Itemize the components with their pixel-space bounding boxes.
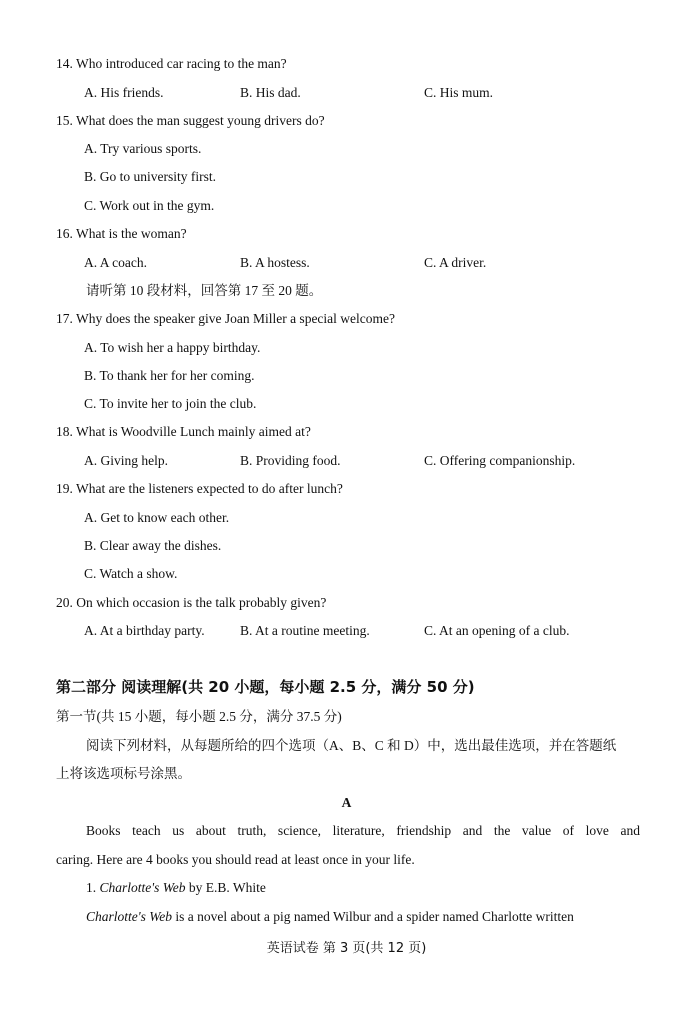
question-18: 18. What is Woodville Lunch mainly aimed at?	[56, 424, 311, 439]
q15-option-b: B. Go to university first.	[84, 169, 216, 184]
book1-author: by E.B. White	[185, 880, 266, 895]
book1-line	[86, 879, 266, 897]
question-15: 15. What does the man suggest young drivers do?	[56, 113, 325, 128]
section1-heading: 第一节(共 15 小题，每小题 2.5 分，满分 37.5 分)	[56, 709, 342, 724]
q18-option-a: A. Giving help.	[84, 453, 168, 468]
q14-option-a: A. His friends.	[84, 85, 164, 100]
q19-option-c: C. Watch a show.	[84, 566, 178, 581]
q20-option-c: C. At an opening of a club.	[424, 623, 570, 638]
passage-para1-line2: caring. Here are 4 books you should read at least once in your life.	[56, 852, 415, 867]
page-footer: 英语试卷 第 3 页(共 12 页)	[266, 941, 427, 956]
question-19: 19. What are the listeners expected to do after lunch?	[56, 481, 343, 496]
question-16: 16. What is the woman?	[56, 226, 187, 241]
listening-instruction: 请听第 10 段材料，回答第 17 至 20 题。	[86, 283, 323, 298]
passage-para1-line1: Books teach us about truth, science, literature, friendship and the value of love and	[86, 823, 640, 838]
q14-option-b: B. His dad.	[240, 85, 301, 100]
question-17: 17. Why does the speaker give Joan Miller a special welcome?	[56, 311, 396, 326]
q14-option-c: C. His mum.	[424, 85, 494, 100]
book1-title: Charlotte's Web	[99, 880, 186, 895]
q16-option-a: A. A coach.	[84, 255, 147, 270]
question-20: 20. On which occasion is the talk probably given?	[56, 595, 327, 610]
para2-text: is a novel about a pig named Wilbur and a spider named Charlotte written	[172, 909, 574, 924]
question-14: 14. Who introduced car racing to the man?	[56, 56, 287, 71]
q19-option-b: B. Clear away the dishes.	[84, 538, 222, 553]
directions-line-2: 上将该选项标号涂黑。	[56, 766, 191, 781]
q16-option-c: C. A driver.	[424, 255, 487, 270]
q15-option-a: A. Try various sports.	[84, 141, 202, 156]
q18-option-b: B. Providing food.	[240, 453, 341, 468]
q17-option-b: B. To thank her for her coming.	[84, 368, 255, 383]
q16-option-b: B. A hostess.	[240, 255, 310, 270]
part2-heading: 第二部分 阅读理解(共 20 小题，每小题 2.5 分，满分 50 分)	[56, 678, 475, 696]
q19-option-a: A. Get to know each other.	[84, 510, 230, 525]
passage-label: A	[341, 795, 352, 810]
q17-option-a: A. To wish her a happy birthday.	[84, 340, 261, 355]
q15-option-c: C. Work out in the gym.	[84, 198, 215, 213]
q18-option-c: C. Offering companionship.	[424, 453, 576, 468]
passage-para2-line1	[86, 908, 574, 926]
q17-option-c: C. To invite her to join the club.	[84, 396, 257, 411]
book1-number: 1.	[86, 880, 100, 895]
directions-line-1: 阅读下列材料，从每题所给的四个选项（A、B、C 和 D）中，选出最佳选项，并在答题纸	[86, 738, 617, 753]
q20-option-b: B. At a routine meeting.	[240, 623, 370, 638]
q20-option-a: A. At a birthday party.	[84, 623, 205, 638]
para2-book-title: Charlotte's Web	[86, 909, 173, 924]
